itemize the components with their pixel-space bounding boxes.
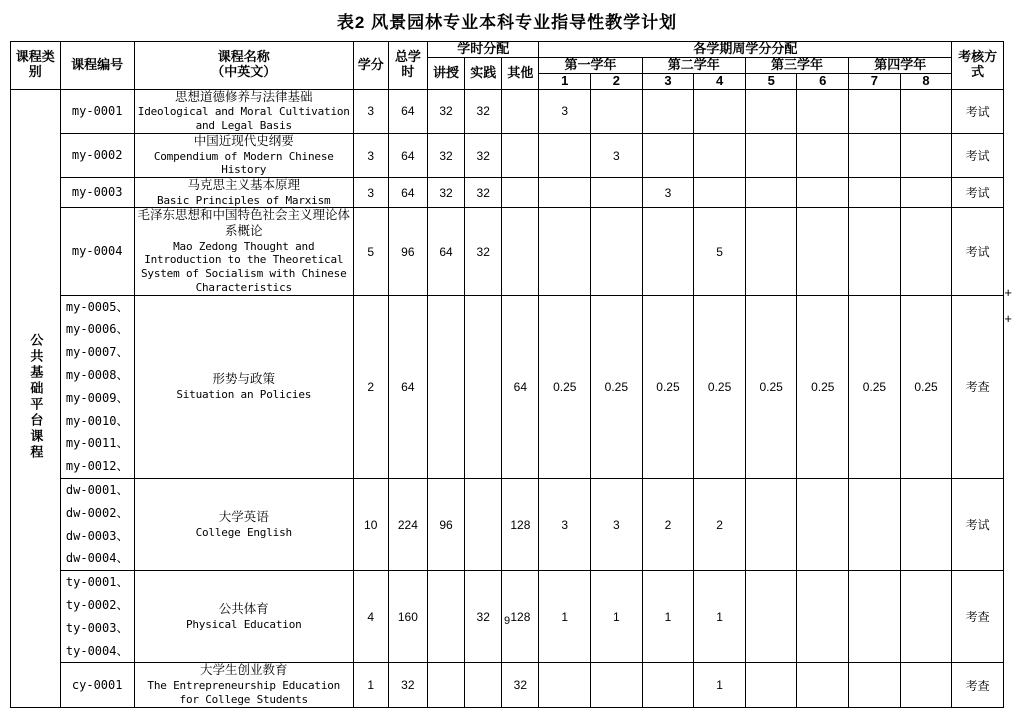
course-practice-hours: 32 [465, 571, 502, 663]
course-name-cn: 思想道德修养与法律基础 [174, 89, 313, 104]
course-semester-2-credits [591, 89, 643, 133]
course-semester-1-credits: 3 [539, 479, 591, 571]
course-lecture-hours: 96 [427, 479, 464, 571]
course-semester-4-credits [694, 133, 746, 177]
course-name-en: Basic Principles of Marxism [157, 193, 331, 207]
course-semester-2-credits: 3 [591, 133, 643, 177]
header-sem-3: 3 [642, 73, 694, 89]
course-semester-8-credits [900, 663, 952, 707]
course-other-hours [502, 208, 539, 295]
course-semester-5-credits [745, 178, 797, 208]
course-code-cell [60, 479, 134, 571]
header-course-name-line1: 课程名称 [217, 49, 270, 65]
course-semester-6-credits [797, 479, 849, 571]
course-semester-3-credits: 3 [642, 178, 694, 208]
course-code: my-0007、 [65, 345, 129, 360]
header-course-name [134, 42, 353, 90]
course-total-hours: 96 [388, 208, 427, 295]
header-category-text: 课程类别 [15, 49, 55, 80]
course-semester-4-credits: 2 [694, 479, 746, 571]
course-practice-hours: 32 [465, 89, 502, 133]
course-semester-3-credits: 2 [642, 479, 694, 571]
header-sem-2: 2 [591, 73, 643, 89]
header-other [502, 57, 539, 89]
course-semester-2-credits [591, 208, 643, 295]
table-row [11, 208, 1004, 295]
course-semester-8-credits [900, 208, 952, 295]
course-semester-8-credits [900, 479, 952, 571]
course-total-hours: 64 [388, 295, 427, 478]
header-year2: 第二学年 [642, 57, 745, 73]
header-practice-text: 实践 [470, 64, 497, 80]
course-code: my-0002 [71, 148, 123, 163]
course-semester-3-credits [642, 208, 694, 295]
course-semester-2-credits [591, 663, 643, 707]
header-sem-5: 5 [745, 73, 797, 89]
course-total-hours: 64 [388, 178, 427, 208]
course-other-hours [502, 133, 539, 177]
course-credit: 1 [353, 663, 388, 707]
course-code: cy-0001 [71, 677, 123, 692]
header-credit-text: 学分 [357, 56, 384, 72]
header-total-hours-text: 总学时 [394, 49, 421, 80]
course-semester-5-credits [745, 133, 797, 177]
course-assessment: 考查 [952, 295, 1004, 478]
course-semester-6-credits [797, 208, 849, 295]
course-name-cn: 形势与政策 [212, 372, 275, 387]
page-edge-marks: + + [1004, 285, 1012, 326]
header-year4: 第四学年 [849, 57, 952, 73]
course-code-cell [60, 178, 134, 208]
course-semester-5-credits: 0.25 [745, 295, 797, 478]
course-practice-hours: 32 [465, 133, 502, 177]
course-name-en: Physical Education [185, 617, 302, 631]
course-code: my-0012、 [65, 459, 129, 474]
header-code-text: 课程编号 [71, 56, 124, 72]
header-lecture-text: 讲授 [433, 64, 460, 80]
course-name-en: The Entrepreneurship Education for College Students [147, 679, 341, 706]
course-lecture-hours: 64 [427, 208, 464, 295]
course-credit: 4 [353, 571, 388, 663]
course-code: my-0004 [71, 244, 123, 259]
header-row-1 [11, 42, 1004, 58]
table-row [11, 133, 1004, 177]
course-code: dw-0002、 [65, 505, 129, 520]
course-semester-6-credits: 0.25 [797, 295, 849, 478]
course-credit: 3 [353, 178, 388, 208]
course-semester-4-credits [694, 89, 746, 133]
course-semester-3-credits [642, 89, 694, 133]
course-credit: 2 [353, 295, 388, 478]
course-code: my-0010、 [65, 413, 129, 428]
header-sem-8: 8 [900, 73, 952, 89]
course-assessment: 考查 [952, 663, 1004, 707]
course-code: ty-0002、 [65, 598, 129, 613]
table-row [11, 295, 1004, 478]
course-semester-1-credits: 1 [539, 571, 591, 663]
header-practice [465, 57, 502, 89]
course-code: my-0009、 [65, 390, 129, 405]
course-semester-1-credits [539, 208, 591, 295]
course-semester-1-credits [539, 133, 591, 177]
header-sem-6: 6 [797, 73, 849, 89]
course-code: my-0011、 [65, 436, 129, 451]
course-credit: 10 [353, 479, 388, 571]
course-name-cell [134, 479, 353, 571]
header-category [11, 42, 61, 90]
course-total-hours: 224 [388, 479, 427, 571]
course-assessment: 考查 [952, 571, 1004, 663]
course-name-cell [134, 178, 353, 208]
course-semester-5-credits [745, 208, 797, 295]
course-semester-7-credits [849, 178, 901, 208]
header-sem-7: 7 [849, 73, 901, 89]
course-name-en: Ideological and Moral Cultivation and Legal Basis [137, 105, 350, 133]
course-semester-6-credits [797, 178, 849, 208]
course-other-hours: 64 [502, 295, 539, 478]
course-practice-hours: 32 [465, 178, 502, 208]
course-other-hours [502, 89, 539, 133]
course-practice-hours [465, 295, 502, 478]
header-semester-group: 各学期周学分分配 [539, 42, 952, 58]
course-semester-6-credits [797, 663, 849, 707]
course-semester-8-credits [900, 133, 952, 177]
course-semester-4-credits: 0.25 [694, 295, 746, 478]
course-code: my-0001 [71, 103, 123, 118]
course-code: my-0003 [71, 185, 123, 200]
course-semester-2-credits: 0.25 [591, 295, 643, 478]
course-name-cell [134, 89, 353, 133]
course-name-cell [134, 663, 353, 707]
header-course-name-line2: （中英文） [211, 64, 277, 80]
course-semester-2-credits: 1 [591, 571, 643, 663]
course-name-cn: 毛泽东思想和中国特色社会主义理论体系概论 [137, 208, 350, 239]
course-name-cn: 公共体育 [218, 602, 269, 617]
course-name-cell [134, 133, 353, 177]
course-practice-hours [465, 479, 502, 571]
course-code-cell [60, 89, 134, 133]
course-other-hours [502, 178, 539, 208]
course-name-en: Mao Zedong Thought and Introduction to the Theoretical System of Socialism with Chinese Characteristics [140, 239, 347, 294]
course-code-cell [60, 133, 134, 177]
course-name-cn: 大学生创业教育 [199, 663, 288, 678]
course-name-cn: 中国近现代史纲要 [193, 133, 294, 148]
course-semester-5-credits [745, 479, 797, 571]
course-semester-4-credits: 5 [694, 208, 746, 295]
course-code-cell [60, 295, 134, 478]
course-semester-2-credits: 3 [591, 479, 643, 571]
table-row [11, 479, 1004, 571]
course-code: dw-0003、 [65, 528, 129, 543]
header-credit [353, 42, 388, 90]
course-assessment: 考试 [952, 479, 1004, 571]
course-total-hours: 160 [388, 571, 427, 663]
course-semester-7-credits [849, 89, 901, 133]
course-other-hours: 128 [502, 479, 539, 571]
header-total-hours [388, 42, 427, 90]
header-sem-1: 1 [539, 73, 591, 89]
course-code: my-0006、 [65, 322, 129, 337]
header-hours-group: 学时分配 [427, 42, 538, 58]
course-credit: 3 [353, 133, 388, 177]
plan-table-container [0, 41, 1014, 708]
table-row [11, 89, 1004, 133]
course-code: ty-0001、 [65, 575, 129, 590]
course-total-hours: 32 [388, 663, 427, 707]
course-code: dw-0004、 [65, 551, 129, 566]
course-name-cn: 大学英语 [218, 509, 269, 524]
course-name-cell [134, 208, 353, 295]
course-other-hours: 32 [502, 663, 539, 707]
header-year1: 第一学年 [539, 57, 642, 73]
course-name-en: Situation an Policies [176, 387, 312, 401]
course-semester-7-credits [849, 479, 901, 571]
course-semester-1-credits [539, 663, 591, 707]
course-semester-3-credits [642, 663, 694, 707]
course-credit: 3 [353, 89, 388, 133]
header-lecture [427, 57, 464, 89]
course-code-cell [60, 208, 134, 295]
course-practice-hours: 32 [465, 208, 502, 295]
course-code: dw-0001、 [65, 483, 129, 498]
header-year3: 第三学年 [745, 57, 848, 73]
course-lecture-hours: 32 [427, 89, 464, 133]
header-assessment-text: 考核方式 [958, 49, 998, 80]
course-lecture-hours [427, 295, 464, 478]
header-sem-4: 4 [694, 73, 746, 89]
course-semester-1-credits [539, 178, 591, 208]
course-semester-4-credits [694, 178, 746, 208]
course-semester-8-credits [900, 89, 952, 133]
course-other-hours: 128 [502, 571, 539, 663]
course-credit: 5 [353, 208, 388, 295]
page-number: 9 [503, 615, 511, 627]
course-code: ty-0004、 [65, 643, 129, 658]
course-name-en: College English [195, 525, 292, 539]
course-assessment: 考试 [952, 133, 1004, 177]
course-total-hours: 64 [388, 133, 427, 177]
course-semester-4-credits: 1 [694, 571, 746, 663]
course-code: my-0005、 [65, 299, 129, 314]
course-name-en: Compendium of Modern Chinese History [153, 149, 334, 177]
course-code-cell [60, 663, 134, 707]
course-semester-3-credits: 1 [642, 571, 694, 663]
course-semester-3-credits: 0.25 [642, 295, 694, 478]
table-row [11, 178, 1004, 208]
course-semester-6-credits [797, 89, 849, 133]
course-semester-1-credits: 0.25 [539, 295, 591, 478]
teaching-plan-table [10, 41, 1004, 708]
course-semester-5-credits [745, 89, 797, 133]
course-semester-7-credits [849, 133, 901, 177]
course-semester-6-credits [797, 133, 849, 177]
course-semester-2-credits [591, 178, 643, 208]
course-name-cell [134, 295, 353, 478]
course-practice-hours [465, 663, 502, 707]
course-semester-4-credits: 1 [694, 663, 746, 707]
header-other-text: 其他 [507, 64, 534, 80]
course-name-cn: 马克思主义基本原理 [187, 178, 300, 193]
course-lecture-hours: 32 [427, 133, 464, 177]
course-semester-8-credits: 0.25 [900, 295, 952, 478]
course-semester-7-credits [849, 663, 901, 707]
course-lecture-hours [427, 663, 464, 707]
course-semester-3-credits [642, 133, 694, 177]
course-code: my-0008、 [65, 368, 129, 383]
course-semester-5-credits [745, 663, 797, 707]
table-header [11, 42, 1004, 90]
course-semester-7-credits: 0.25 [849, 295, 901, 478]
course-code: ty-0003、 [65, 620, 129, 635]
course-semester-8-credits [900, 178, 952, 208]
course-semester-1-credits: 3 [539, 89, 591, 133]
header-code [60, 42, 134, 90]
course-semester-7-credits [849, 208, 901, 295]
page-title: 表2 风景园林专业本科专业指导性教学计划 [336, 13, 678, 32]
table-row [11, 663, 1004, 707]
header-assessment [952, 42, 1004, 90]
course-total-hours: 64 [388, 89, 427, 133]
course-lecture-hours: 32 [427, 178, 464, 208]
course-assessment: 考试 [952, 178, 1004, 208]
course-assessment: 考试 [952, 208, 1004, 295]
course-assessment: 考试 [952, 89, 1004, 133]
course-category-label: 公共基础平台课程 [28, 332, 44, 461]
